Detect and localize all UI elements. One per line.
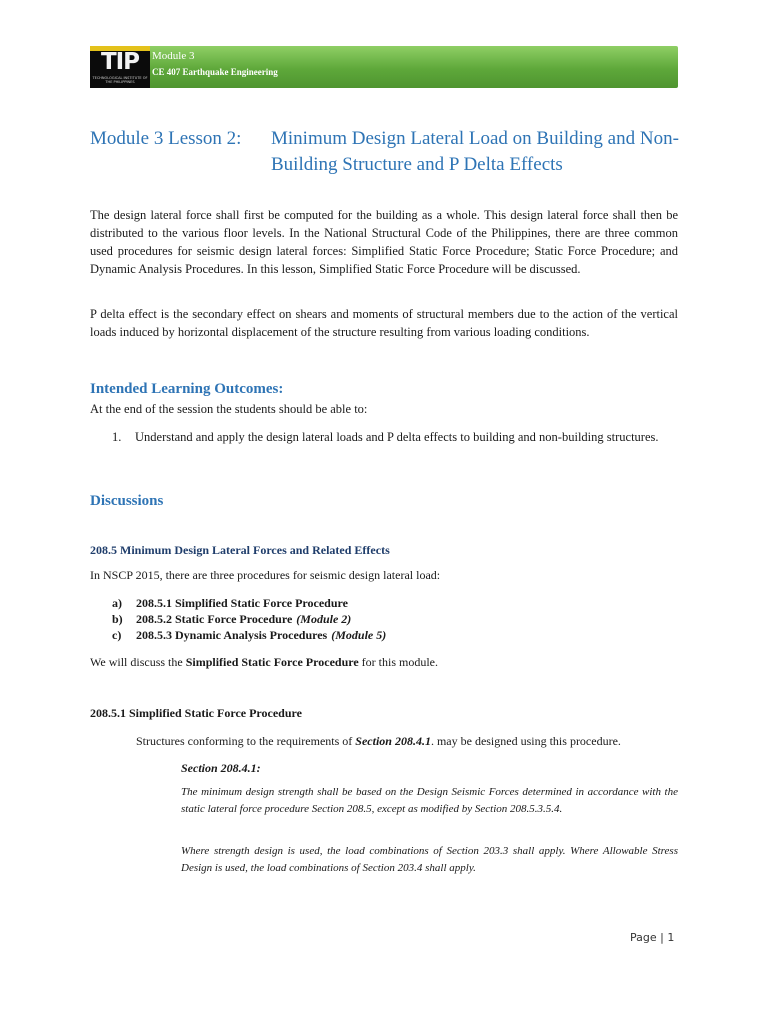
closing-post: for this module. (358, 655, 438, 669)
procedure-text: 208.5.1 Simplified Static Force Procedure (136, 596, 348, 610)
closing-bold: Simplified Static Force Procedure (185, 655, 359, 669)
quote-paragraph-2: Where strength design is used, the load combinations of Section 203.3 shall apply. Where Allowable Stress Design is used, the load combinations of Section 203.4 shall apply. (181, 845, 678, 874)
ilo-lead: At the end of the session the students should be able to: (90, 402, 368, 416)
section-208-4-1-label: Section 208.4.1: (181, 761, 261, 775)
procedure-note: (Module 5) (331, 628, 387, 642)
procedure-text: 208.5.3 Dynamic Analysis Procedures (136, 628, 328, 642)
section-208-5-1-title: 208.5.1 Simplified Static Force Procedure (90, 706, 302, 720)
ilo-item-text: Understand and apply the design lateral loads and P delta effects to building and non-building structures. (135, 430, 659, 444)
title-prefix: Module 3 Lesson 2: (90, 128, 242, 149)
procedure-text: 208.5.2 Static Force Procedure (136, 612, 293, 626)
intro-paragraph-1: The design lateral force shall first be computed for the building as a whole. This design lateral force shall then be distributed to the various floor levels. In the National Structural Code of the Philippines, there are three common used procedures for seismic design lateral forces: Simplified Static Force Procedure; Static Force Procedure; and Dynamic Analysis Procedures. In this lesson, Simplified Static Force Procedure will be discussed. (90, 208, 678, 276)
list-marker: c) (112, 628, 122, 642)
ilo-heading: Intended Learning Outcomes: (90, 381, 284, 397)
list-item (112, 627, 386, 643)
conform-pre: Structures conforming to the requirements of (136, 734, 356, 748)
procedures-intro: In NSCP 2015, there are three procedures for seismic design lateral load: (90, 568, 441, 582)
closing-sentence (90, 653, 678, 671)
list-item (112, 611, 386, 627)
logo-text: TIP (100, 49, 140, 75)
conform-post: . may be designed using this procedure. (430, 734, 621, 748)
section-208-5-title: 208.5 Minimum Design Lateral Forces and Related Effects (90, 543, 390, 557)
ilo-item-number: 1. (112, 430, 122, 444)
title-main: Minimum Design Lateral Load on Building and Non-Building Structure and P Delta Effects (271, 128, 679, 175)
list-marker: a) (112, 596, 122, 610)
page-number: Page | 1 (630, 931, 675, 944)
conform-ref: Section 208.4.1 (355, 734, 431, 748)
intro-paragraph-2: P delta effect is the secondary effect on shears and moments of structural members due to the action of the vertical loads induced by horizontal displacement of the structure resulting from various loading conditions. (90, 307, 678, 339)
closing-pre: We will discuss the (90, 655, 186, 669)
logo-subtext: TECHNOLOGICAL INSTITUTE OF THE PHILIPPINES (92, 76, 148, 84)
tip-logo (90, 46, 150, 88)
procedure-note: (Module 2) (296, 612, 352, 626)
list-marker: b) (112, 612, 123, 626)
quote-paragraph-1: The minimum design strength shall be based on the Design Seismic Forces determined in accordance with the static lateral force procedure Section 208.5, except as modified by Section 208.5.3.5.4. (181, 786, 678, 815)
header-module: Module 3 (152, 50, 195, 62)
discussions-heading: Discussions (90, 493, 164, 509)
procedures-list (112, 595, 386, 643)
header-course: CE 407 Earthquake Engineering (152, 67, 278, 77)
conform-sentence (136, 732, 678, 750)
list-item (112, 595, 386, 611)
